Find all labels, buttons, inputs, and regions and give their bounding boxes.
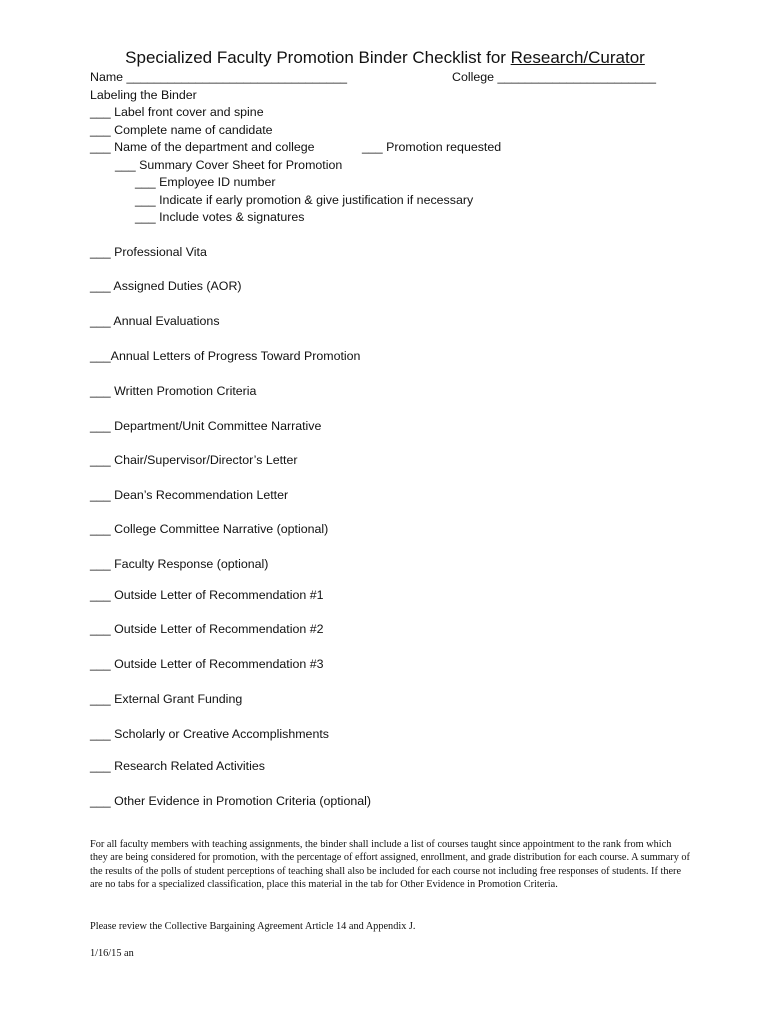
checklist-item: ___ Outside Letter of Recommendation #1 bbox=[90, 588, 324, 602]
checklist-item: ___ Faculty Response (optional) bbox=[90, 557, 269, 571]
page-title bbox=[0, 47, 770, 69]
checklist-item: ___ College Committee Narrative (optional) bbox=[90, 522, 329, 536]
checklist-item: ___ Annual Evaluations bbox=[90, 314, 220, 328]
checklist-item: ___ Scholarly or Creative Accomplishments bbox=[90, 727, 329, 741]
checklist-item: ___ Research Related Activities bbox=[90, 759, 265, 773]
checklist-item: ___ Assigned Duties (AOR) bbox=[90, 279, 242, 293]
title-text: Specialized Faculty Promotion Binder Checklist for bbox=[125, 48, 511, 67]
title-classification: Research/Curator bbox=[510, 48, 645, 67]
checklist-item: ___Annual Letters of Progress Toward Promotion bbox=[90, 349, 361, 363]
revision-date: 1/16/15 an bbox=[90, 948, 134, 959]
checklist-item: ___ Dean’s Recommendation Letter bbox=[90, 488, 289, 502]
checklist-item: ___ External Grant Funding bbox=[90, 692, 243, 706]
checklist-item-front-cover: ___ Label front cover and spine bbox=[90, 105, 264, 119]
checklist-item: ___ Chair/Supervisor/Director’s Letter bbox=[90, 453, 298, 467]
checklist-item: ___ Professional Vita bbox=[90, 245, 207, 259]
checklist-item-employee-id: ___ Employee ID number bbox=[135, 175, 276, 189]
checklist-item: ___ Other Evidence in Promotion Criteria (optional) bbox=[90, 794, 371, 808]
checklist-item-summary-sheet: ___ Summary Cover Sheet for Promotion bbox=[115, 158, 343, 172]
checklist-item-votes: ___ Include votes & signatures bbox=[135, 210, 305, 224]
college-field: College _______________________ bbox=[452, 70, 656, 84]
teaching-note-paragraph: For all faculty members with teaching assignments, the binder shall include a list of courses taught since appointment to the rank from which they are being considered for promotion, with the percentage of effort assigned, enrollment, and grade distribution for each course. A summary of the results of the polls of student perceptions of teaching shall also be included for each course not including free responses of students. If there are no tabs for a specialized classification, place this material in the tab for Other Evidence in Promotion Criteria. bbox=[90, 839, 690, 891]
checklist-item: ___ Outside Letter of Recommendation #3 bbox=[90, 657, 324, 671]
labeling-heading: Labeling the Binder bbox=[90, 88, 197, 102]
checklist-item: ___ Department/Unit Committee Narrative bbox=[90, 419, 322, 433]
review-note: Please review the Collective Bargaining Agreement Article 14 and Appendix J. bbox=[90, 921, 416, 932]
checklist-item: ___ Written Promotion Criteria bbox=[90, 384, 257, 398]
checklist-item-early-promotion: ___ Indicate if early promotion & give justification if necessary bbox=[135, 193, 474, 207]
checklist-item-department: ___ Name of the department and college bbox=[90, 140, 315, 154]
checklist-item-promotion-requested: ___ Promotion requested bbox=[362, 140, 502, 154]
checklist-item-candidate-name: ___ Complete name of candidate bbox=[90, 123, 273, 137]
checklist-item: ___ Outside Letter of Recommendation #2 bbox=[90, 622, 324, 636]
name-field: Name ________________________________ bbox=[90, 70, 348, 84]
